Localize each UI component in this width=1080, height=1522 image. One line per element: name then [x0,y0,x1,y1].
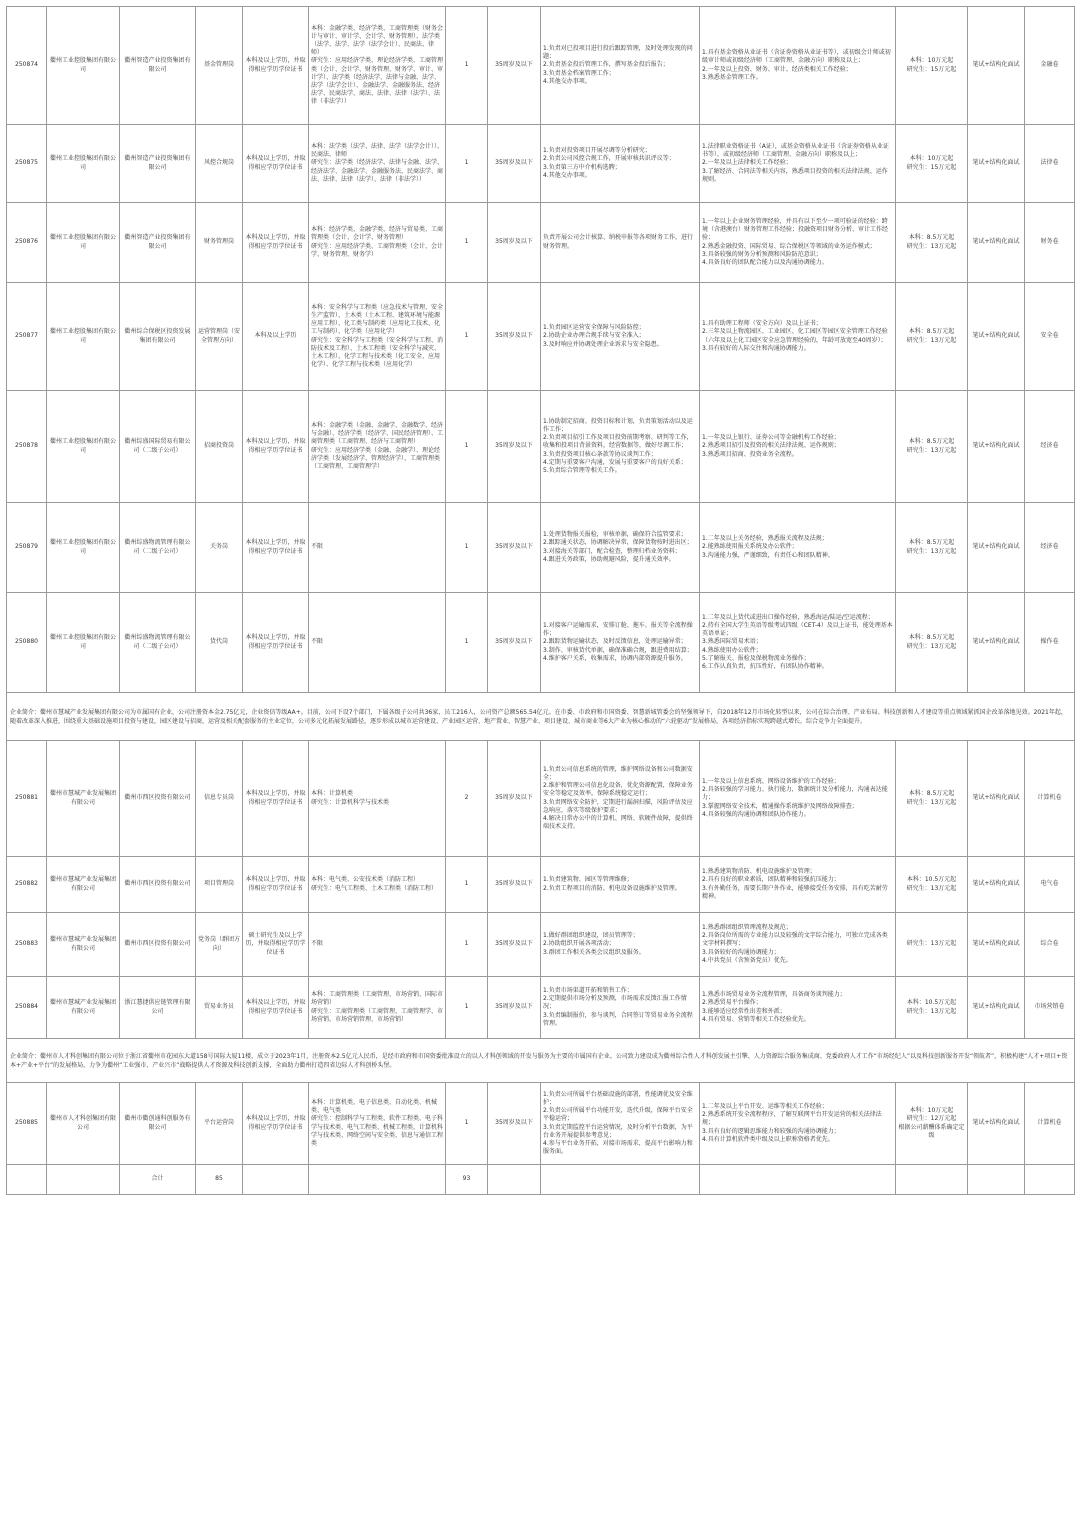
age-requirement: 35周岁及以下 [488,593,541,693]
job-requirements: 1.熟悉群团组织管理流程及规范； 2.具备岗位所需的专业能力以及较强的文字综合能力，可独立完成各类文字材料撰写； 3.具备较好的沟通协调能力； 4.中共党员（含预备党员）优先。 [700,913,896,977]
salary: 研究生：13万元起 [896,913,968,977]
hiring-count: 1 [446,977,488,1039]
employer-unit: 衢州工业控股集团有限公司 [47,7,120,125]
major-requirement: 本科：电气类、公安技术类（消防工程） 研究生：电气工程类、土木工程类（消防工程） [309,857,446,913]
exam-subject: 财务卷 [1025,203,1075,283]
job-requirements: 1.一年以上企业财务管理经验，并具有以下至少一项可验证的经验：跨境（含港澳台）财务管理工作经验；投融资项目财务分析、审计工作经验； 2.熟悉金融投资、国际贸易、综合保税区等领域的业务运作模式； 3.具备较强的财务分析预测和风险防范意识； 4.具备良好的团队配合能力以及沟通协调能力。 [700,203,896,283]
education-requirement: 本科及以上学历，并取得相应学历学位证书 [243,391,309,503]
company-intro: 企业简介：衢州市慧城产业发展集团有限公司为市属国有企业，公司注册资本金2.75亿元，企业资信等级AA+。目前，公司下设7个部门，下属各级子公司共36家，员工216人，公司资产总额565.54亿元。在市委、市政府和市国资委、智慧新城管委会的坚强领导下，自2018年12月市场化转型以来，公司在综合治理、产业布局、科技创新和人才建设等重点领域紧抓国企改革落地见效。2021年起，随着改革深入推进，围绕重大基础设施项目投资与建设，园区建设与招商，运营及相关配套服务的主业定位，公司多元化拓展发展路径，逐步形成以城市运营建设、产业园区运营、地产置业、智慧产业、项目建设、城市商业等6大产业为核心推动的“六轮驱动”发展格局，各项经济指标实现跨越式增长，综合竞争力全面提升。 [7,693,1075,741]
exam-method: 笔试+结构化面试 [968,977,1025,1039]
position-code: 250882 [7,857,47,913]
employer-unit: 衢州工业控股集团有限公司 [47,593,120,693]
empty-cell [243,1165,309,1195]
education-requirement: 本科及以上学历，并取得相应学历学位证书 [243,977,309,1039]
total-label: 合计 [120,1165,196,1195]
employer-unit: 衢州市慧城产业发展集团有限公司 [47,977,120,1039]
post-name: 运营管理岗（安全管理方向） [196,283,243,391]
empty-cell [309,1165,446,1195]
job-requirements: 1.具有基金资格从业证书（含证券资格从业证书等），或初级会计师或初级审计师或初级经济师（工商管理、金融方向）职称及以上； 2.一年及以上投资、财务、审计、经济类相关工作经验； 3.熟悉基金管理工作。 [700,7,896,125]
post-name: 关务岗 [196,503,243,593]
exam-method: 笔试+结构化面试 [968,1083,1025,1165]
salary: 本科：8.5万元起 研究生：13万元起 [896,391,968,503]
hiring-count: 1 [446,503,488,593]
job-duties: 1.负责市场渠道开拓和销售工作； 2.定期提供市场分析及预测，市场需求反馈汇报工作情况； 3.负责编制报价，参与谈判，合同签订等贸易业务全流程管理。 [541,977,700,1039]
exam-method: 笔试+结构化面试 [968,391,1025,503]
job-duties: 1.负责公司信息系统的管理，维护网络设备和公司数据安全； 2.维护和管理公司信息化设备，优化资源配置，保障业务安全等稳定及效率，保障系统稳定运行； 3.负责网络安全防护，定期进行漏洞扫描，风险评估及应急响应，落实等级保护要求； 4.解决日常办公中的计算机、网络、软硬件故障，提供终端技术支持。 [541,741,700,857]
education-requirement: 本科及以上学历 [243,283,309,391]
post-name: 平台运营岗 [196,1083,243,1165]
salary: 本科：10万元起 研究生：15万元起 [896,7,968,125]
total-row [7,1165,1075,1195]
table-row [7,125,1075,203]
empty-cell [7,1165,47,1195]
job-requirements: 1.二年及以上平台开发、运维等相关工作经验； 2.熟悉系统开发全流程程序，了解互联网平台开发运营的相关法律法规； 3.具有良好的逻辑思维能力和较强的沟通协调能力； 4.具有计算机软件类中级及以上职称资格者优先。 [700,1083,896,1165]
job-duties: 1.对接客户运输需求，安排订舱、拖车、报关等全流程操作； 2.跟踪货物运输状态，及时反馈信息，处理运输异常； 3.制作、审核货代单据，确保准确合规，跟进费用结算； 4.维护客户关系，收集需求，协调内部资源提升服务。 [541,593,700,693]
hiring-count: 1 [446,283,488,391]
total-count: 93 [446,1165,488,1195]
job-duties: 1.负责公司所属平台基础设施的部署，性能调优及安全维护； 2.负责公司所属平台功能开发，迭代升级，保障平台安全平稳运营； 3.负责定期监控平台运营情况，及时分析平台数据，为平台业务开展提供参考意见； 4.参与平台业务开拓，对接市场需求，提高平台影响力和服务面。 [541,1083,700,1165]
exam-subject: 计算机卷 [1025,741,1075,857]
position-code: 250880 [7,593,47,693]
hiring-company: 衢州智造产业投资集团有限公司 [120,203,196,283]
major-requirement: 不限 [309,913,446,977]
exam-subject: 经济卷 [1025,503,1075,593]
education-requirement: 本科及以上学历，并取得相应学历学位证书 [243,7,309,125]
employer-unit: 衢州工业控股集团有限公司 [47,125,120,203]
salary: 本科：10万元起 研究生：15万元起 [896,125,968,203]
job-requirements: 1.熟悉市场贸易业务全流程管理，具备商务谈判能力； 2.熟悉贸易平台操作； 3.能够适应经常性出差和外派； 4.具有贸易、营销等相关工作经验优先。 [700,977,896,1039]
exam-method: 笔试+结构化面试 [968,593,1025,693]
empty-cell [47,1165,120,1195]
education-requirement: 本科及以上学历，并取得相应学历学位证书 [243,741,309,857]
table-row [7,1083,1075,1165]
position-code: 250876 [7,203,47,283]
exam-subject: 市场营销卷 [1025,977,1075,1039]
age-requirement: 35周岁及以下 [488,857,541,913]
empty-cell [1025,1165,1075,1195]
company-intro-row [7,693,1075,741]
hiring-company: 衢州智造产业投资集团有限公司 [120,7,196,125]
major-requirement: 本科：工商管理类（工商管理、市场营销、国际市场营销） 研究生：工商管理类（工商管理、工商管理学、市场营销、市场营销管理、市场营销） [309,977,446,1039]
major-requirement: 本科：计算机类、电子信息类、自动化类、机械类、电气类 研究生：控制科学与工程类、软件工程类、电子科学与技术类、电气工程类、机械工程类、计算机科学与技术类、网络空间与安全类、信息与通信工程类 [309,1083,446,1165]
age-requirement: 35周岁及以下 [488,913,541,977]
employer-unit: 衢州工业控股集团有限公司 [47,503,120,593]
hiring-company: 衢州市西区投资有限公司 [120,741,196,857]
job-duties: 1.负责园区运营安全保障与风险防控； 2.协助企业办理合规手续与安全准入； 3.及时响应并协调处理企业诉求与安全隐患。 [541,283,700,391]
age-requirement: 35周岁及以下 [488,391,541,503]
job-duties: 1.负责对投资项目开展尽调等分析研究； 2.负责公司风控合规工作，开展审核共识评议等； 3.负责第三方中介机构选聘； 4.其他交办事项。 [541,125,700,203]
hiring-company: 衢州市衢创通科创服务有限公司 [120,1083,196,1165]
major-requirement: 不限 [309,503,446,593]
employer-unit: 衢州工业控股集团有限公司 [47,391,120,503]
exam-method: 笔试+结构化面试 [968,857,1025,913]
exam-method: 笔试+结构化面试 [968,913,1025,977]
exam-subject: 经济卷 [1025,391,1075,503]
employer-unit: 衢州市人才科创集团有限公司 [47,1083,120,1165]
employer-unit: 衢州市慧城产业发展集团有限公司 [47,741,120,857]
position-code: 250881 [7,741,47,857]
education-requirement: 本科及以上学历，并取得相应学历学位证书 [243,203,309,283]
exam-subject: 电气卷 [1025,857,1075,913]
job-requirements: 1.法律职业资格证书（A证），或基金资格从业证书（含证券资格从业证书等），或初级经济师（工商管理、金融方向）职称及以上； 2.一年及以上法律相关工作经验； 3.了解经济、合同法等相关内容，熟悉项目投资的相关法律法规、运作规则。 [700,125,896,203]
hiring-company: 衢州综盛国际贸易有限公司（二级子公司） [120,391,196,503]
salary: 本科：10.5万元起 研究生：13万元起 [896,977,968,1039]
job-requirements: 1.具有助理工程师（安全方向）及以上证书； 2.三年及以上物流园区、工业园区、化工园区等园区安全管理工作经验（六年及以上化工园区安全应急管理经验的，年龄可放宽至40周岁）； 3.具有较好的人际交往和沟通协调能力。 [700,283,896,391]
employer-unit: 衢州市慧城产业发展集团有限公司 [47,857,120,913]
major-requirement: 本科：计算机类 研究生：计算机科学与技术类 [309,741,446,857]
age-requirement: 35周岁及以下 [488,203,541,283]
salary: 本科：8.5万元起 研究生：13万元起 [896,593,968,693]
age-requirement: 35周岁及以下 [488,283,541,391]
empty-cell [700,1165,896,1195]
salary: 本科：8.5万元起 研究生：13万元起 [896,203,968,283]
hiring-count: 1 [446,593,488,693]
table-row [7,283,1075,391]
education-requirement: 硕士研究生及以上学历，并取得相应学历学位证书 [243,913,309,977]
exam-subject: 操作卷 [1025,593,1075,693]
position-code: 250878 [7,391,47,503]
exam-subject: 安全卷 [1025,283,1075,391]
age-requirement: 35周岁及以下 [488,125,541,203]
hiring-count: 1 [446,857,488,913]
empty-cell [968,1165,1025,1195]
major-requirement: 本科：金融学类（金融、金融学、金融数学、经济与金融）、经济学类（经济学、国民经济管理）、工商管理类（工商管理、经济与工商管理） 研究生：应用经济学类（金融、金融学）、理论经济学类（发展经济学、管理经济学）、工商管理类（工商管理、工商管理学） [309,391,446,503]
post-name: 财务管理岗 [196,203,243,283]
education-requirement: 本科及以上学历，并取得相应学历学位证书 [243,1083,309,1165]
job-requirements: 1.一年及以上银行、证券公司等金融机构工作经验； 2.熟悉项目招引及投资的相关法律法规、运作规则； 3.熟悉项目招商、投资业务全流程。 [700,391,896,503]
hiring-count: 1 [446,391,488,503]
position-code: 250877 [7,283,47,391]
major-requirement: 本科：法学类（法学、法律、法学（法学会计））、民商法、律师 研究生：法学类（经济法学、法律与金融、法学、经济法学、金融法学、金融服务法、民商法学、商法、法律、法律（法学）、法律（非法学）） [309,125,446,203]
company-intro-row [7,1039,1075,1083]
position-code: 250884 [7,977,47,1039]
job-duties: 负责开展公司会计核算、纳税申报等各项财务工作，进行财务管理。 [541,203,700,283]
total-posts: 85 [196,1165,243,1195]
education-requirement: 本科及以上学历，并取得相应学历学位证书 [243,857,309,913]
age-requirement: 35周岁及以下 [488,741,541,857]
post-name: 贸易业务员 [196,977,243,1039]
salary: 本科：8.5万元起 研究生：13万元起 [896,741,968,857]
hiring-company: 衢州市西区投资有限公司 [120,913,196,977]
post-name: 基金管理岗 [196,7,243,125]
post-name: 党务岗（群团方向） [196,913,243,977]
job-duties: 1.处理货物报关报检，审核单据，确保符合监管要求； 2.跟踪通关状态，协调解决异常，保障货物按时进出区； 3.对接海关等部门，配合检查，整理归档业务资料； 4.跟进关务政策，协助规避风险，提升通关效率。 [541,503,700,593]
position-code: 250883 [7,913,47,977]
empty-cell [541,1165,700,1195]
company-intro: 企业简介：衢州市人才科创集团有限公司位于浙江省衢州市花园东大道158号国际大厦11楼，成立于2023年1月，注册资本2.5亿元人民币，是经市政府和市国资委批准设立的以人才科创领域的开发与服务为主要的市属国有企业。公司致力建设成为衢州综合性人才科创发展主引擎、人力资源综合服务集成商、党委政府人才工作“市场经纪人”以及科技创新服务开发“领航者”，积极构建“人才+项目+资本+产业+平台”的发展格局，力争为衢州“工业强市、产业兴市”战略提供人才资源及科技创新支撑，全面助力衢州打造四省边际人才科创桥头堡。 [7,1039,1075,1083]
age-requirement: 35周岁及以下 [488,7,541,125]
salary: 本科：8.5万元起 研究生：13万元起 [896,503,968,593]
job-duties: 1.做好群团组织建设，团员管理等； 2.协助组织开展各项活动； 3.群团工作相关各类会议组织及服务。 [541,913,700,977]
post-name: 货代岗 [196,593,243,693]
exam-method: 笔试+结构化面试 [968,203,1025,283]
empty-cell [896,1165,968,1195]
exam-method: 笔试+结构化面试 [968,503,1025,593]
table-row [7,203,1075,283]
exam-method: 笔试+结构化面试 [968,7,1025,125]
hiring-count: 1 [446,203,488,283]
exam-method: 笔试+结构化面试 [968,283,1025,391]
employer-unit: 衢州工业控股集团有限公司 [47,203,120,283]
post-name: 项目管理岗 [196,857,243,913]
job-duties: 1.负责对已投项目进行投后跟踪管理，及时处理发现的问题； 2.负责基金投后管理工作，撰写基金投后报告； 3.负责基金档案管理工作； 4.其他交办事项。 [541,7,700,125]
table-row [7,503,1075,593]
table-row [7,741,1075,857]
salary: 本科：10.5万元起 研究生：13万元起 [896,857,968,913]
major-requirement: 不限 [309,593,446,693]
age-requirement: 35周岁及以下 [488,977,541,1039]
table-row [7,913,1075,977]
age-requirement: 35周岁及以下 [488,1083,541,1165]
education-requirement: 本科及以上学历，并取得相应学历学位证书 [243,125,309,203]
hiring-company: 浙江慧捷供应链管理有限公司 [120,977,196,1039]
hiring-count: 1 [446,7,488,125]
recruitment-table [6,6,1075,1195]
job-requirements: 1.熟悉建筑物消防、机电设施维护及管理； 2.具有良好的职业素质，团队精神和较强抗压能力； 3.有外勤任务，需要长期户外作业，能够接受任务安排，具有吃苦耐劳精神。 [700,857,896,913]
education-requirement: 本科及以上学历，并取得相应学历学位证书 [243,503,309,593]
employer-unit: 衢州工业控股集团有限公司 [47,283,120,391]
hiring-company: 衢州市西区投资有限公司 [120,857,196,913]
job-duties: 1.协助制定招商、投资目标和计划，负责策划活动以及运作工作； 2.负责项目招引工作及项目投资前期考察、研判等工作，收集和投项目背景资料，经营数据等，做好尽调工作； 3.负责投资项目核心条款等协议谈判工作； 4.定期与重要客户沟通，发展与重要客户的良好关系； 5.负责综合管理等相关工作。 [541,391,700,503]
position-code: 250875 [7,125,47,203]
major-requirement: 本科：安全科学与工程类（应急技术与管理、安全生产监管）、土木类（土木工程、建筑环境与能源应用工程）、化工类与制药类（应用化工技术、化工与制药）、化学类（应用化学） 研究生：安全科学与工程类（安全科学与工程、消防技术及工程）、土木工程类（安全科学与减灾、土木工程）、化学工程与技术类（化工安全、应用化学）、化学工程与技术类（应用化学） [309,283,446,391]
position-code: 250879 [7,503,47,593]
job-duties: 1.负责建筑物、园区等管理维修； 2.负责工程项目的消防、机电设备设施维护及管理。 [541,857,700,913]
post-name: 风控合规岗 [196,125,243,203]
salary: 本科：10万元起 研究生：12万元起 根据公司薪酬体系确定定级 [896,1083,968,1165]
salary: 本科：8.5万元起 研究生：13万元起 [896,283,968,391]
post-name: 信息专员岗 [196,741,243,857]
empty-cell [488,1165,541,1195]
position-code: 250885 [7,1083,47,1165]
table-row [7,977,1075,1039]
hiring-count: 1 [446,1083,488,1165]
exam-subject: 法律卷 [1025,125,1075,203]
table-row [7,7,1075,125]
hiring-company: 衢州智造产业投资集团有限公司 [120,125,196,203]
hiring-count: 2 [446,741,488,857]
age-requirement: 35周岁及以下 [488,503,541,593]
job-requirements: 1.二年及以上货代或进出口操作经验，熟悉海运/陆运/空运流程； 2.持有全国大学生英语等级考试四级（CET-4）及以上证书，能处理基本英语单证； 3.熟悉国际贸易术语； 4.熟练使用办公软件； 5.了解报关、报检及保税物流业务操作； 6.工作认真负责，抗压性好，有团队协作精神。 [700,593,896,693]
education-requirement: 本科及以上学历，并取得相应学历学位证书 [243,593,309,693]
hiring-count: 1 [446,125,488,203]
major-requirement: 本科：经济学类、金融学类、经济与贸易类、工商管理类（会计、会计学、财务管理） 研究生：应用经济学类、工商管理类（会计、会计学、财务管理、财务学） [309,203,446,283]
exam-subject: 金融卷 [1025,7,1075,125]
table-row [7,391,1075,503]
table-row [7,593,1075,693]
exam-method: 笔试+结构化面试 [968,741,1025,857]
post-name: 招商投资岗 [196,391,243,503]
position-code: 250874 [7,7,47,125]
hiring-company: 衢州综盛物流管理有限公司（二级子公司） [120,503,196,593]
employer-unit: 衢州市慧城产业发展集团有限公司 [47,913,120,977]
major-requirement: 本科：金融学类、经济学类、工商管理类（财务会计与审计、审计学、会计学、财务管理）、法学类（法学、法学、法学（法学会计）、民商法、律师） 研究生：应用经济学类、理论经济学类、工商管理类（会计、会计学、财务管理、财务学、审计、审计学）、法学类（经济法学、法律与金融、法学、法学（法学会计）、金融法学、金融服务法、经济法学、民商法学、商法、法律、法律（法学）、法律（非法学）） [309,7,446,125]
exam-subject: 计算机卷 [1025,1083,1075,1165]
table-row [7,857,1075,913]
hiring-company: 衢州综盛物流管理有限公司（二级子公司） [120,593,196,693]
hiring-count: 1 [446,913,488,977]
exam-method: 笔试+结构化面试 [968,125,1025,203]
exam-subject: 综合卷 [1025,913,1075,977]
job-requirements: 1.一年及以上信息系统、网络设备维护的工作经验； 2.具备较强的学习能力、执行能力，数据统计及分析能力，沟通表达能力； 3.掌握网络安全技术，精通操作系统维护及网络故障排查； 4.具备较强的沟通协调和团队协作能力。 [700,741,896,857]
hiring-company: 衢州综合保税区投资发展集团有限公司 [120,283,196,391]
job-requirements: 1.二年及以上关务经验，熟悉报关流程及法规； 2.能熟练使用报关系统及办公软件； 3.沟通能力强，严谨细致，有责任心和团队精神。 [700,503,896,593]
